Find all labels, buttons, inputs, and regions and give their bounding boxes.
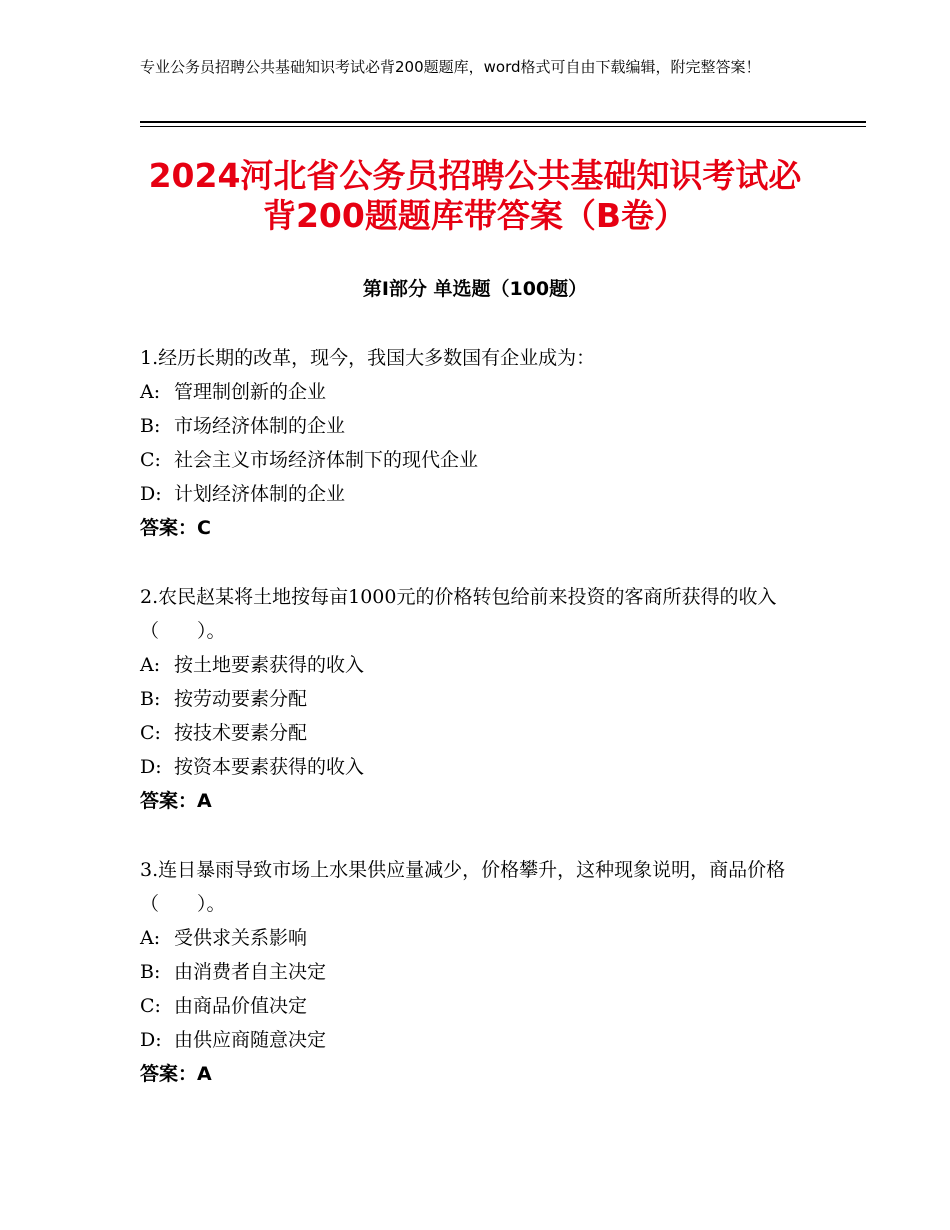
option-text: 按土地要素获得的收入 [174, 654, 365, 676]
option-a [140, 648, 820, 682]
option-text: 由消费者自主决定 [174, 961, 327, 983]
option-letter: A: [140, 654, 161, 676]
option-b [140, 955, 820, 989]
option-letter: D: [140, 756, 162, 778]
option-c [140, 443, 820, 477]
answer-line [140, 1057, 820, 1091]
answer-label: 答案： [140, 1063, 198, 1085]
question-stem: 1.经历长期的改革，现今，我国大多数国有企业成为： [140, 347, 596, 369]
option-text: 市场经济体制的企业 [174, 415, 346, 437]
option-letter: B: [140, 961, 161, 983]
option-text: 计划经济体制的企业 [174, 483, 346, 505]
option-letter: C: [140, 449, 161, 471]
title-line-1: 2024河北省公务员招聘公共基础知识考试必 [148, 156, 802, 195]
option-a [140, 375, 820, 409]
header-divider-thin [140, 126, 866, 127]
option-letter: C: [140, 722, 161, 744]
option-letter: A: [140, 381, 161, 403]
option-a [140, 921, 820, 955]
option-text: 按资本要素获得的收入 [174, 756, 365, 778]
header-note: 专业公务员招聘公共基础知识考试必背200题题库，word格式可自由下载编辑，附完整答案！ [140, 58, 761, 76]
option-b [140, 682, 820, 716]
answer-line [140, 784, 820, 818]
answer-label: 答案： [140, 517, 198, 539]
answer-label: 答案： [140, 790, 198, 812]
answer-value: A [197, 1063, 212, 1085]
option-text: 由供应商随意决定 [174, 1029, 327, 1051]
option-letter: B: [140, 688, 161, 710]
answer-line [140, 511, 820, 545]
question-stem: 2.农民赵某将土地按每亩1000元的价格转包给前来投资的客商所获得的收入（ ）。 [140, 586, 777, 642]
option-letter: D: [140, 1029, 162, 1051]
option-d [140, 477, 820, 511]
option-text: 按劳动要素分配 [174, 688, 308, 710]
question-block [140, 580, 820, 818]
option-d [140, 750, 820, 784]
option-letter: C: [140, 995, 161, 1017]
option-letter: D: [140, 483, 162, 505]
question-block [140, 341, 820, 545]
option-text: 管理制创新的企业 [174, 381, 327, 403]
question-block [140, 853, 820, 1091]
answer-value: A [197, 790, 212, 812]
answer-value: C [197, 517, 211, 539]
header-divider-thick [140, 121, 866, 123]
option-text: 社会主义市场经济体制下的现代企业 [174, 449, 479, 471]
option-b [140, 409, 820, 443]
option-letter: A: [140, 927, 161, 949]
option-text: 按技术要素分配 [174, 722, 308, 744]
option-c [140, 989, 820, 1023]
option-d [140, 1023, 820, 1057]
option-text: 由商品价值决定 [174, 995, 308, 1017]
question-stem: 3.连日暴雨导致市场上水果供应量减少，价格攀升，这种现象说明，商品价格（ ）。 [140, 859, 786, 915]
option-letter: B: [140, 415, 161, 437]
section-title: 第Ⅰ部分 单选题（100题） [362, 278, 588, 300]
option-text: 受供求关系影响 [174, 927, 308, 949]
title-line-2: 背200题题库带答案（B卷） [262, 196, 688, 235]
option-c [140, 716, 820, 750]
document-title [100, 156, 850, 236]
